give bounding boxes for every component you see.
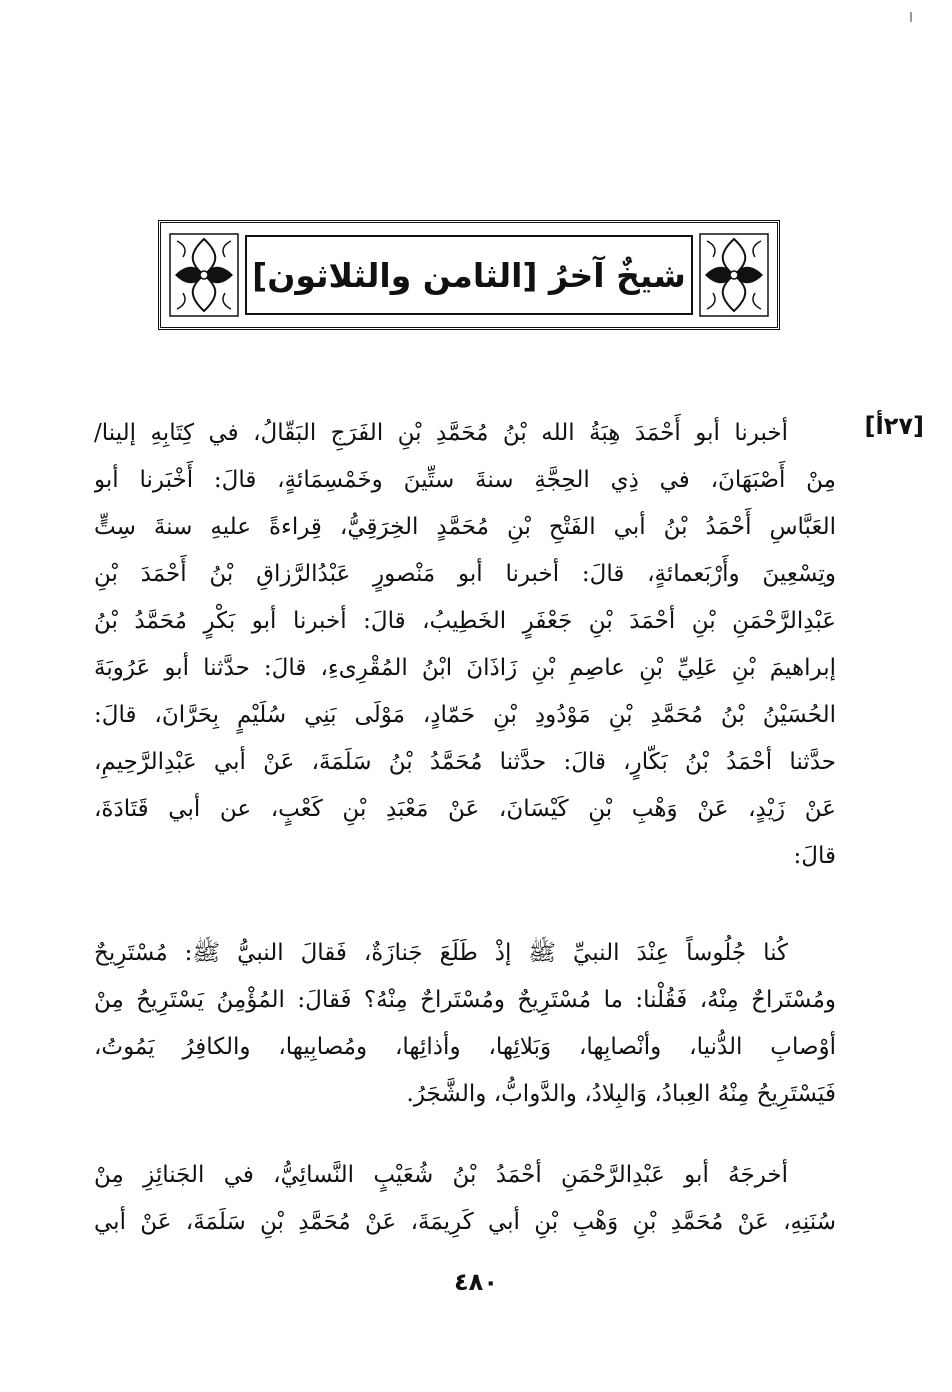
scan-mark	[910, 12, 912, 22]
text-line: ومُسْتَراحٌ مِنْهُ، فَقُلْنا: ما مُسْتَرِيحٌ ومُسْتَراحٌ مِنْهُ؟ فَقالَ: المُؤْمِنُ يَسْتَرِيحُ مِنْ	[94, 987, 836, 1013]
text-line: عَنْ زَيْدٍ، عَنْ وَهْبِ بْنِ كَيْسَانَ، عَنْ مَعْبَدِ بْنِ كَعْبٍ، عن أبي قَتَادَةَ،	[94, 796, 836, 822]
text-line: مِنْ أَصْبَهَانَ، في ذِي الحِجَّةِ سنةَ ستِّينَ وخَمْسِمَائةٍ، قالَ: أَخْبَرنا أبو	[94, 467, 836, 493]
takhrij-paragraph	[94, 1152, 836, 1246]
text-line: كُنا جُلُوساً عِنْدَ النبيِّ ﷺ إذْ طَلَعَ جَنازَةٌ، فَقالَ النبيُّ ﷺ: مُسْتَرِيحٌ	[94, 940, 788, 966]
text-line: أخبرنا أبو أَحْمَدَ هِبَةُ الله بْنُ مُحَمَّدِ بْنِ الفَرَجِ البَقّالُ، في كِتَابِهِ إلينا/	[94, 420, 788, 446]
text-line: سُنَنِهِ، عَنْ مُحَمَّدِ بْنِ وَهْبِ بْنِ أبي كَرِيمَةَ، عَنْ مُحَمَّدِ بْنِ سَلَمَةَ، عَنْ أبي	[94, 1209, 836, 1235]
chapter-title-frame	[158, 220, 780, 330]
text-line: إبراهيمَ بْنِ عَلِيِّ بْنِ عاصِمِ بْنِ زَاذَانَ ابْنُ المُقْرِىءِ، قالَ: حدَّثنا أبو عَرُوبَةَ	[94, 655, 836, 681]
text-line: العَبَّاسِ أَحْمَدُ بْنُ أبي الفَتْحِ بْنِ مُحَمَّدٍ الخِرَقِيُّ، قِراءةً عليهِ سنةَ سِتٍّ	[94, 514, 836, 540]
matn-paragraph	[94, 930, 836, 1118]
page-number: ٤٨٠	[454, 1268, 498, 1296]
text-line: وتِسْعِينَ وأَرْبَعمائةٍ، قالَ: أخبرنا أبو مَنْصورٍ عَبْدُالرَّزاقِ بْنُ أَحْمَدَ بْنِ	[94, 561, 836, 587]
text-line: عَبْدِالرَّحْمَنِ بْنِ أحْمَدَ بْنِ جَعْفَرٍ الخَطِيبُ، قالَ: أخبرنا أبو بَكْرٍ مُحَمَّدُ بْنُ	[94, 608, 836, 634]
text-line: قالَ:	[793, 843, 836, 869]
manuscript-reference: [٢٧أ]	[864, 412, 924, 440]
floral-ornament-icon	[699, 233, 769, 317]
text-line: أخرجَهُ أبو عَبْدِالرَّحْمَنِ أحْمَدُ بْنُ شُعَيْبٍ النَّسائِيُّ، في الجَنائِزِ مِنْ	[94, 1162, 788, 1188]
text-line: حدَّثنا أحْمَدُ بْنُ بَكّارٍ، قالَ: حدَّثنا مُحَمَّدُ بْنُ سَلَمَةَ، عَنْ أبي عَبْدِالرَّحِيمِ،	[94, 749, 836, 775]
text-line: أوْصابِ الدُّنيا، وأنْصابِها، وَبَلائِها، وأذائِها، ومُصابِيها، والكافِرُ يَمُوتُ،	[94, 1034, 836, 1060]
chapter-title: شيخٌ آخرُ [الثامن والثلاثون]	[252, 255, 686, 295]
text-line: الحُسَيْنُ بْنُ مُحَمَّدِ بْنِ مَوْدُودِ بْنِ حَمّادٍ، مَوْلَى بَنِي سُلَيْمٍ بِحَرَّانَ، قالَ:	[94, 702, 836, 728]
text-line: فَيَسْتَرِيحُ مِنْهُ العِبادُ، وَالبِلادُ، والدَّوابُّ، والشَّجَرُ.	[406, 1081, 836, 1107]
chapter-title-box	[245, 235, 693, 315]
floral-ornament-icon	[169, 233, 239, 317]
isnad-paragraph	[94, 410, 836, 880]
